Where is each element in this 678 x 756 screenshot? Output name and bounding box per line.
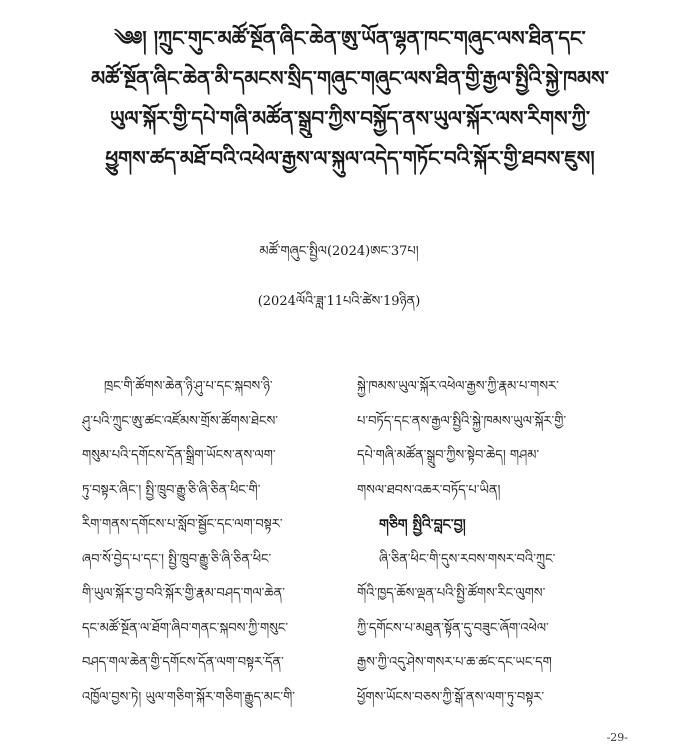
page-number: -29- bbox=[606, 731, 628, 744]
body-line: བཤད་གལ་ཆེན་གྱི་དགོངས་དོན་ལག་བསྟར་དོན་ bbox=[82, 655, 284, 670]
body-line: པ་བཏོད་དང་ནས་རྒྱལ་སྤྱིའི་སྐྱེ་ཁམས་ཡུལ་སྐོར་གྱི་ bbox=[357, 413, 567, 429]
body-line: གི་ཡུལ་སྐོར་བྱ་བའི་སྐོར་གྱི་རྣམ་བཤད་གལ་ཆེན་ bbox=[82, 586, 286, 601]
title-line-1: ༄༅། །ཀྲུང་གུང་མཚོ་སྔོན་ཞིང་ཆེན་ཨུ་ཡོན་ལྷན་ཁང་གཞུང་ལས་ཐིན་དང་ bbox=[114, 26, 586, 50]
body-line: ཤུ་པའི་ཀྲུང་ཨུ་ཚང་འཛོམས་གྲོས་ཚོགས་ཐེངས་ bbox=[82, 413, 279, 429]
right-column bbox=[357, 370, 625, 715]
body-line: གོའི་ཁྱད་ཆོས་ལྡན་པའི་སྤྱི་ཚོགས་རིང་ལུགས་ bbox=[357, 586, 546, 601]
left-column bbox=[82, 370, 337, 715]
body-line: གསལ་ཐབས་འཆར་བཏོད་པ་ཡིན། bbox=[357, 482, 501, 498]
document-number: མཚོ་གཞུང་སྤྱིལ(2024)ཨང་37པ། bbox=[259, 244, 419, 259]
body-line: ཞི་ཅིན་ཕིང་གི་དུས་རབས་གསར་བའི་ཀྲུང་ bbox=[379, 551, 556, 567]
body-line: ཀྱི་དགོངས་པ་མཐུན་སྟོན་དུ་བཟུང་ཞོག་འཕེལ་ bbox=[357, 620, 549, 636]
body-line: རིག་གནས་དགོངས་པ་སློབ་སྦྱོང་དང་ལག་བསྟར་ bbox=[82, 517, 283, 532]
body-line: གསུམ་པའི་དགོངས་དོན་སྒྲིག་ཡོངས་ནས་ལག་ bbox=[82, 448, 276, 463]
document-date: (2024ལོའི་ཟླ་11པའི་ཚེས་19ཉིན) bbox=[257, 294, 421, 309]
document-title bbox=[60, 18, 640, 178]
title-line-3: ཡུལ་སྐོར་གྱི་དཔེ་གཞི་མཚོན་སྒྲུབ་ཀྱིས་བསྐྱོད་ནས་ཡུལ་སྐོར་ལས་རིགས་ཀྱི་ bbox=[109, 106, 591, 130]
body-line: ཞབ་སོ་བྱེད་པ་དང་། སྤྱི་ཁྲུབ་རྒྱུ་ཅི་ཞི་ཅིན་ཕིང་ bbox=[82, 551, 272, 567]
title-line-2: མཚོ་སྔོན་ཞིང་ཆེན་མི་དམངས་སྲིད་གཞུང་གཞུང་ལས་ཐིན་གྱི་རྒྱལ་སྤྱིའི་སྐྱེ་ཁམས་ bbox=[91, 66, 609, 90]
body-line: ཁྲང་གི་ཚོགས་ཆེན་ཉི་ཤུ་པ་དང་སྐབས་ཉི་ bbox=[104, 379, 273, 394]
body-line: རྒྱས་ཀྱི་འདུ་ཤེས་གསར་པ་ཆ་ཚང་དང་ཡང་དག bbox=[357, 655, 552, 670]
body-line: ཏུ་བསྟར་ཞིང་། སྤྱི་ཁྲུབ་རྒྱུ་ཅི་ཞི་ཅིན་ཕིང་གི་ bbox=[82, 482, 261, 498]
body-line: དཔེ་གཞི་མཚོན་སྒྲུབ་ཀྱིས་སྟེབ་ཆེད། གཤམ་ bbox=[357, 448, 540, 463]
body-line: སྐྱེ་ཁམས་ཡུལ་སྐོར་འཕེལ་རྒྱས་ཀྱི་རྣམ་པ་གསར་ bbox=[357, 379, 559, 394]
title-line-4: ཕྱུགས་ཚད་མཐོ་བའི་འཕེལ་རྒྱས་ལ་སྐུལ་འདེད་གཏོང་བའི་སྐོར་གྱི་ཐབས་ཇུས། bbox=[105, 146, 595, 170]
section-heading: གཅིག སྤྱིའི་བླང་བྱ། bbox=[379, 517, 466, 533]
body-line: དང་མཚོ་སྔོན་ལ་ཐོག་ཞིབ་གནང་སྐབས་ཀྱི་གསུང་ bbox=[82, 620, 289, 636]
body-line: འཁྱོལ་བྱས་ཏེ། ཡུལ་གཅིག་སྐོར་གཅིག་རྒྱུད་མང་གི་ bbox=[82, 689, 295, 705]
body-line: ཕྱོགས་ཡོངས་བཅས་ཀྱི་སྒོ་ནས་ལག་ཏུ་བསྟར་ bbox=[357, 689, 545, 705]
